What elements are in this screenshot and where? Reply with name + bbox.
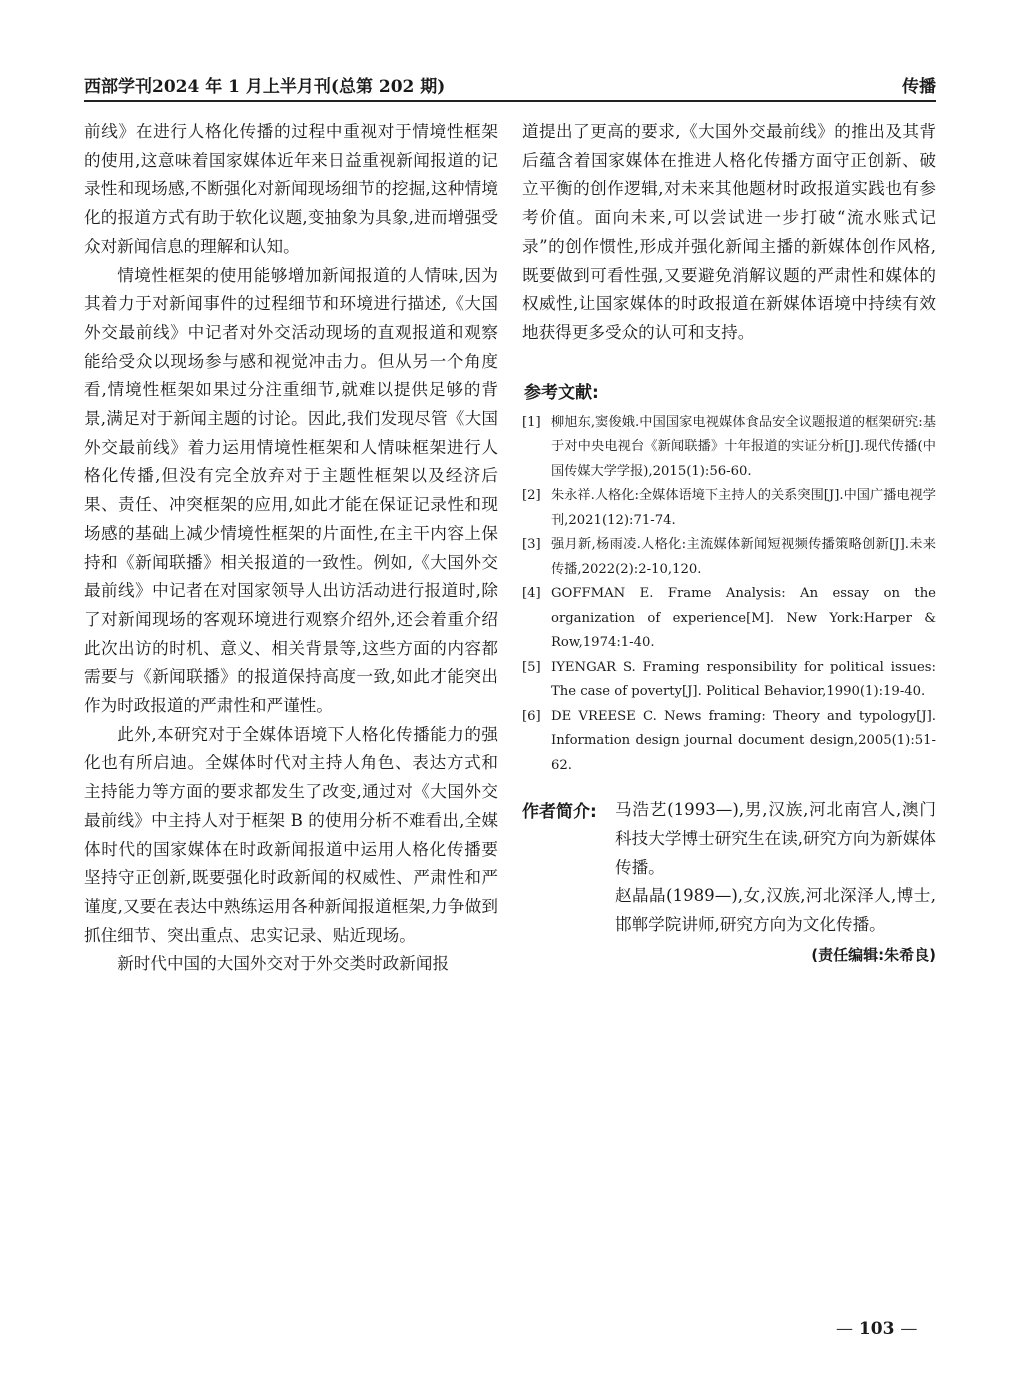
reference-item [522,705,936,779]
body-paragraph: 道提出了更高的要求,《大国外交最前线》的推出及其背后蕴含着国家媒体在推进人格化传播方面守正创新、破立平衡的创作逻辑,对未来其他题材时政报道实践也有参考价值。面向未来,可以尝试进一步打破“流水账式记录”的创作惯性,形成并强化新闻主播的新媒体创作风格,既要做到可看性强,又要避免消解议题的严肃性和媒体的权威性,让国家媒体的时政报道在新媒体语境中持续有效地获得更多受众的认可和支持。 [522,122,936,342]
reference-number: [5] [522,659,541,675]
responsible-editor: (责任编辑:朱希良) [811,945,936,964]
reference-text: DE VREESE C. News framing: Theory and typology[J]. Information design journal document design,2005(1):51-62. [551,708,936,773]
reference-item [522,484,936,533]
reference-text: GOFFMAN E. Frame Analysis: An essay on the organization of experience[M]. New York:Harper & Row,1974:1-40. [551,586,936,651]
references-heading: 参考文献: [524,382,599,403]
body-paragraph: 新时代中国的大国外交对于外交类时政新闻报 [117,954,450,974]
references-list [522,411,936,779]
page-number-value: 103 [858,1319,895,1339]
author-bio-label: 作者简介: [522,802,597,823]
reference-number: [2] [522,488,541,504]
body-paragraph: 前线》在进行人格化传播的过程中重视对于情境性框架的使用,这意味着国家媒体近年来日益重视新闻报道的记录性和现场感,不断强化对新闻现场细节的挖掘,这种情境化的报道方式有助于软化议题,变抽象为具象,进而增强受众对新闻信息的理解和认知。 [84,122,498,256]
body-paragraph: 此外,本研究对于全媒体语境下人格化传播能力的强化也有所启迪。全媒体时代对主持人角色、表达方式和主持能力等方面的要求都发生了改变,通过对《大国外交最前线》中主持人对于框架 B 的使用分析不难看出,全媒体时代的国家媒体在时政新闻报道中运用人格化传播要坚持守正创新,既要强化时政新闻的权威性、严肃性和严谨度,又要在表达中熟练运用各种新闻报道框架,力争做到抓住细节、突出重点、忠实记录、贴近现场。 [84,724,498,945]
reference-item [522,656,936,705]
reference-text: 强月新,杨雨凌.人格化:主流媒体新闻短视频传播策略创新[J].未来传播,2022(2):2-10,120. [551,537,936,577]
body-paragraph: 情境性框架的使用能够增加新闻报道的人情味,因为其着力于对新闻事件的过程细节和环境进行描述,《大国外交最前线》中记者对外交活动现场的直观报道和观察能给受众以现场参与感和视觉冲击力。但从另一个角度看,情境性框架如果过分注重细节,就难以提供足够的背景,满足对于新闻主题的讨论。因此,我们发现尽管《大国外交最前线》着力运用情境性框架和人情味框架进行人格化传播,但没有完全放弃对于主题性框架以及经济后果、责任、冲突框架的应用,如此才能在保证记录性和现场感的基础上减少情境性框架的片面性,在主干内容上保持和《新闻联播》相关报道的一致性。例如,《大国外交最前线》中记者在对国家领导人出访活动进行报道时,除了对新闻现场的客观环境进行观察介绍外,还会着重介绍此次出访的时机、意义、相关背景等,这些方面的内容都需要与《新闻联播》的报道保持高度一致,如此才能突出作为时政报道的严肃性和严谨性。 [84,265,498,716]
reference-item [522,533,936,582]
section-name: 传播 [902,77,936,97]
reference-number: [4] [522,586,541,602]
reference-item [522,582,936,656]
page-number-dash-right: — [900,1319,918,1339]
reference-text: IYENGAR S. Framing responsibility for political issues: The case of poverty[J]. Political Behavior,1990(1):19-40. [551,659,936,700]
reference-number: [6] [522,708,541,724]
reference-number: [3] [522,537,541,553]
right-column [522,118,936,965]
reference-text: 柳旭东,窦俊娥.中国国家电视媒体食品安全议题报道的框架研究:基于对中央电视台《新闻联播》十年报道的实证分析[J].现代传播(中国传媒大学学报),2015(1):56-60. [551,414,936,479]
reference-number: [1] [522,414,541,430]
page-number [836,1319,917,1339]
left-column [84,118,498,979]
page-number-dash-left: — [836,1319,853,1339]
reference-text: 朱永祥.人格化:全媒体语境下主持人的关系突围[J].中国广播电视学刊,2021(12):71-74. [551,488,936,528]
author-entry: 马浩艺(1993—),男,汉族,河北南宫人,澳门科技大学博士研究生在读,研究方向为新媒体传播。 [615,800,936,877]
page-header [84,70,936,102]
author-bio [522,796,936,940]
journal-masthead: 西部学刊2024 年 1 月上半月刊(总第 202 期) [84,77,446,97]
reference-item [522,411,936,485]
author-entry: 赵晶晶(1989—),女,汉族,河北深泽人,博士,邯郸学院讲师,研究方向为文化传播。 [615,886,936,934]
